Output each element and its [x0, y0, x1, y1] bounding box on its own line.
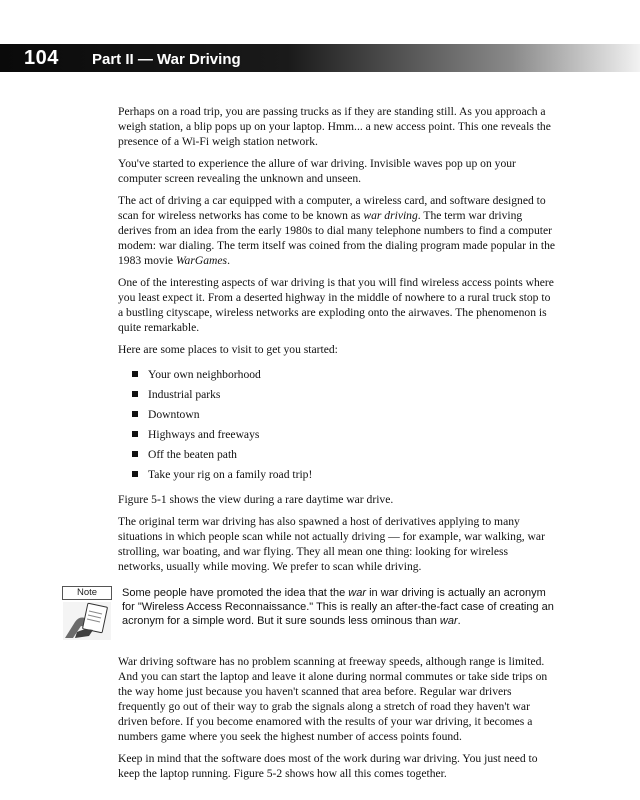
note-icon-block [62, 586, 112, 640]
paragraph-freeway-speeds: War driving software has no problem scanning at freeway speeds, although range is limited. And you can start the laptop and leave it alone during normal commutes or take side trips on the way home just because you haven't scanned that area before. Regular war drivers frequently go out of their way to grab the signals along a stretch of road they haven't war driven before. If you become enamored with the results of your war driving, it becomes a numbers game where you seek the highest number of access points found. [118, 655, 548, 743]
square-bullet-icon [132, 371, 138, 377]
definition-text-before: The act of driving a car equipped with a computer, a wireless card, and software designed to scan for wireless networks has come to be known as [118, 194, 546, 222]
list-item-label: Take your rig on a family road trip! [148, 467, 313, 481]
square-bullet-icon [132, 431, 138, 437]
list-item [132, 404, 556, 424]
list-item-label: Your own neighborhood [148, 367, 261, 381]
places-list [118, 364, 556, 484]
list-item [132, 464, 556, 484]
list-item [132, 364, 556, 384]
note-emphasis-war: war [348, 587, 367, 599]
hand-holding-note-icon [63, 602, 111, 640]
note-text-before: Some people have promoted the idea that the [122, 587, 349, 599]
note-text-after: . [457, 615, 461, 627]
part-title: Part II — War Driving [92, 51, 241, 68]
paragraph-road-trip: Perhaps on a road trip, you are passing trucks as if they are standing still. As you approach a weigh station, a blip pops up on your laptop. Hmm... a new access point. This one reveals the presence of a Wi-Fi weigh station network. [118, 105, 551, 148]
square-bullet-icon [132, 391, 138, 397]
paragraph-figure-5-1: Figure 5-1 shows the view during a rare daytime war drive. [118, 493, 394, 506]
list-item [132, 384, 556, 404]
list-item [132, 424, 556, 444]
paragraph-definition [118, 193, 556, 268]
note-callout [62, 586, 556, 640]
list-item-label: Off the beaten path [148, 447, 237, 461]
note-text-middle: in war driving is actually an acronym for "Wireless Access Reconnaissance." This is really an after-the-fact case of creating an acronym for a simple word. But it sure sounds less ominous than [122, 587, 554, 627]
definition-text-after: . [227, 254, 230, 267]
paragraph-figure-5-2: Keep in mind that the software does most of the work during war driving. You just need to keep the laptop running. Figure 5-2 shows how all this comes together. [118, 752, 538, 780]
square-bullet-icon [132, 411, 138, 417]
list-item-label: Downtown [148, 407, 200, 421]
paragraph-allure: You've started to experience the allure of war driving. Invisible waves pop up on your computer screen revealing the unknown and unseen. [118, 157, 516, 185]
note-text [122, 586, 556, 640]
page-content [76, 104, 556, 788]
paragraph-places-intro: Here are some places to visit to get you started: [118, 343, 338, 356]
note-emphasis-war-end: war [439, 615, 458, 627]
paragraph-interesting-aspects: One of the interesting aspects of war driving is that you will find wireless access points where you least expect it. From a deserted highway in the middle of nowhere to a rural truck stop to a bustling cityscape, wireless networks are exploding onto the airwaves. The phenomenon is quite remarkable. [118, 276, 554, 334]
definition-text-middle: . The term war driving derives from an idea from the early 1980s to dial many telephone numbers to find a computer modem: war dialing. The term itself was coined from the dialing program made popular in the 1983 movie [118, 209, 556, 267]
definition-term: war driving [363, 209, 418, 222]
paragraph-derivatives: The original term war driving has also spawned a host of derivatives applying to many situations in which people scan while not actually driving — for example, war walking, war strolling, war boating, and war flying. They all mean one thing: looking for wireless networks, usually while moving. We prefer to scan while driving. [118, 515, 545, 573]
note-label: Note [62, 586, 112, 600]
square-bullet-icon [132, 471, 138, 477]
page-number: 104 [24, 47, 59, 69]
list-item-label: Industrial parks [148, 387, 221, 401]
list-item [132, 444, 556, 464]
movie-title: WarGames [175, 254, 228, 267]
list-item-label: Highways and freeways [148, 427, 260, 441]
square-bullet-icon [132, 451, 138, 457]
